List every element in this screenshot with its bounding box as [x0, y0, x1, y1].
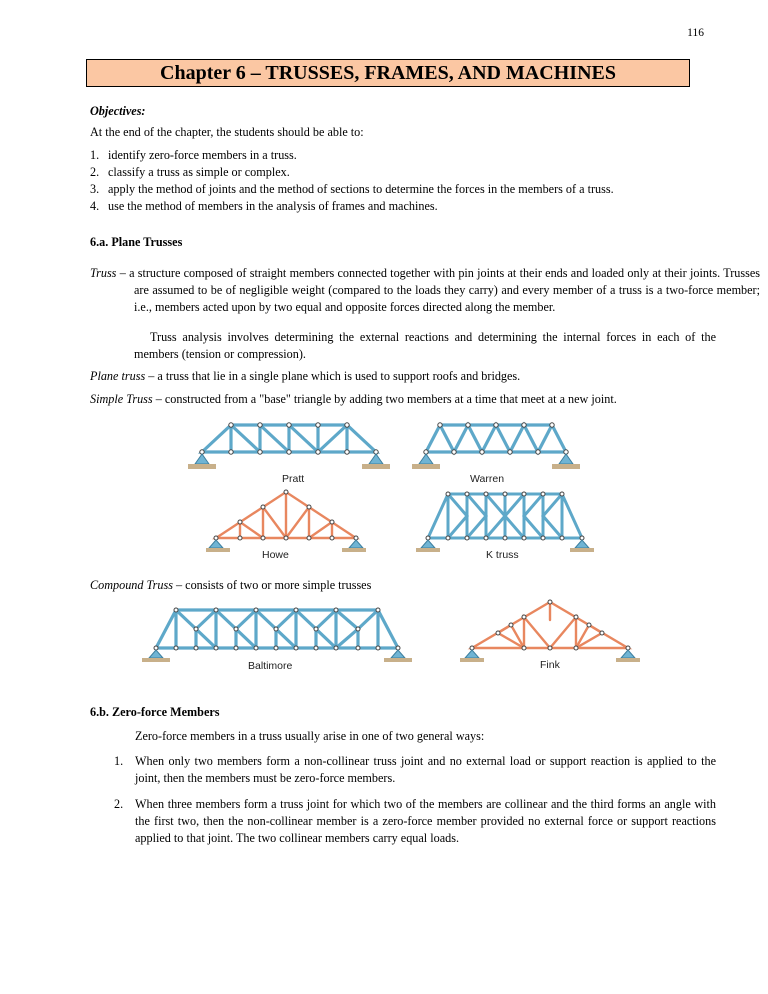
objective-item: 1. identify zero-force members in a truss.: [90, 148, 297, 162]
howe-label: Howe: [262, 549, 289, 560]
objectives-list: [90, 147, 716, 215]
baltimore-label: Baltimore: [248, 660, 293, 672]
howe-truss-figure: [206, 484, 366, 560]
chapter-title: Chapter 6 – TRUSSES, FRAMES, AND MACHINES: [86, 59, 690, 87]
warren-truss-figure: [412, 418, 580, 490]
truss-definition: Truss – a structure composed of straight members connected together with pin joints at their ends and loaded only at their joints. Trusses are assumed to be of negligible weight (compared to the loads they carry) and every member of a truss is a two-force member; i.e., members acted upon by two equal and opposite forces directed along the member.: [90, 266, 760, 314]
objective-item: 3. apply the method of joints and the method of sections to determine the forces in the members of a truss.: [90, 182, 614, 196]
truss-analysis-text: Truss analysis involves determining the external reactions and determining the internal forces in each of the members (tension or compression).: [134, 330, 716, 361]
pratt-truss-figure: [186, 418, 392, 490]
baltimore-truss-figure: [142, 604, 412, 674]
zero-force-list: [90, 753, 716, 856]
objective-item: 2. classify a truss as simple or complex.: [90, 165, 290, 179]
plane-truss-definition: Plane truss – a truss that lie in a single plane which is used to support roofs and bridges.: [90, 369, 521, 383]
fink-label: Fink: [540, 659, 560, 671]
warren-label: Warren: [470, 473, 505, 485]
k-truss-label: K truss: [486, 549, 519, 560]
compound-truss-definition: Compound Truss – consists of two or more simple trusses: [90, 578, 372, 592]
zero-force-item: 2. When three members form a truss joint for which two of the members are collinear and the third forms an angle with the first two, then the non-collinear member is a zero-force member provided no external force or support reactions applied to that joint. The two collinear members carry equal loads.: [114, 797, 716, 845]
section-title-zero-force: 6.b. Zero-force Members: [90, 705, 220, 719]
page-number: 116: [687, 27, 704, 39]
section-title-plane-trusses: 6.a. Plane Trusses: [90, 235, 183, 249]
simple-truss-definition: Simple Truss – constructed from a "base" triangle by adding two members at a time that meet at a new joint.: [90, 392, 617, 406]
objective-item: 4. use the method of members in the analysis of frames and machines.: [90, 199, 438, 213]
objectives-intro: At the end of the chapter, the students should be able to:: [90, 125, 364, 139]
objectives-title: Objectives:: [90, 104, 146, 118]
zero-force-intro: Zero-force members in a truss usually arise in one of two general ways:: [135, 729, 485, 743]
k-truss-figure: [414, 486, 596, 560]
zero-force-item: 1. When only two members form a non-collinear truss joint and no external load or support reaction is applied to the joint, then the members must be zero-force members.: [114, 754, 716, 785]
pratt-label: Pratt: [282, 473, 305, 485]
fink-truss-figure: [458, 596, 646, 672]
